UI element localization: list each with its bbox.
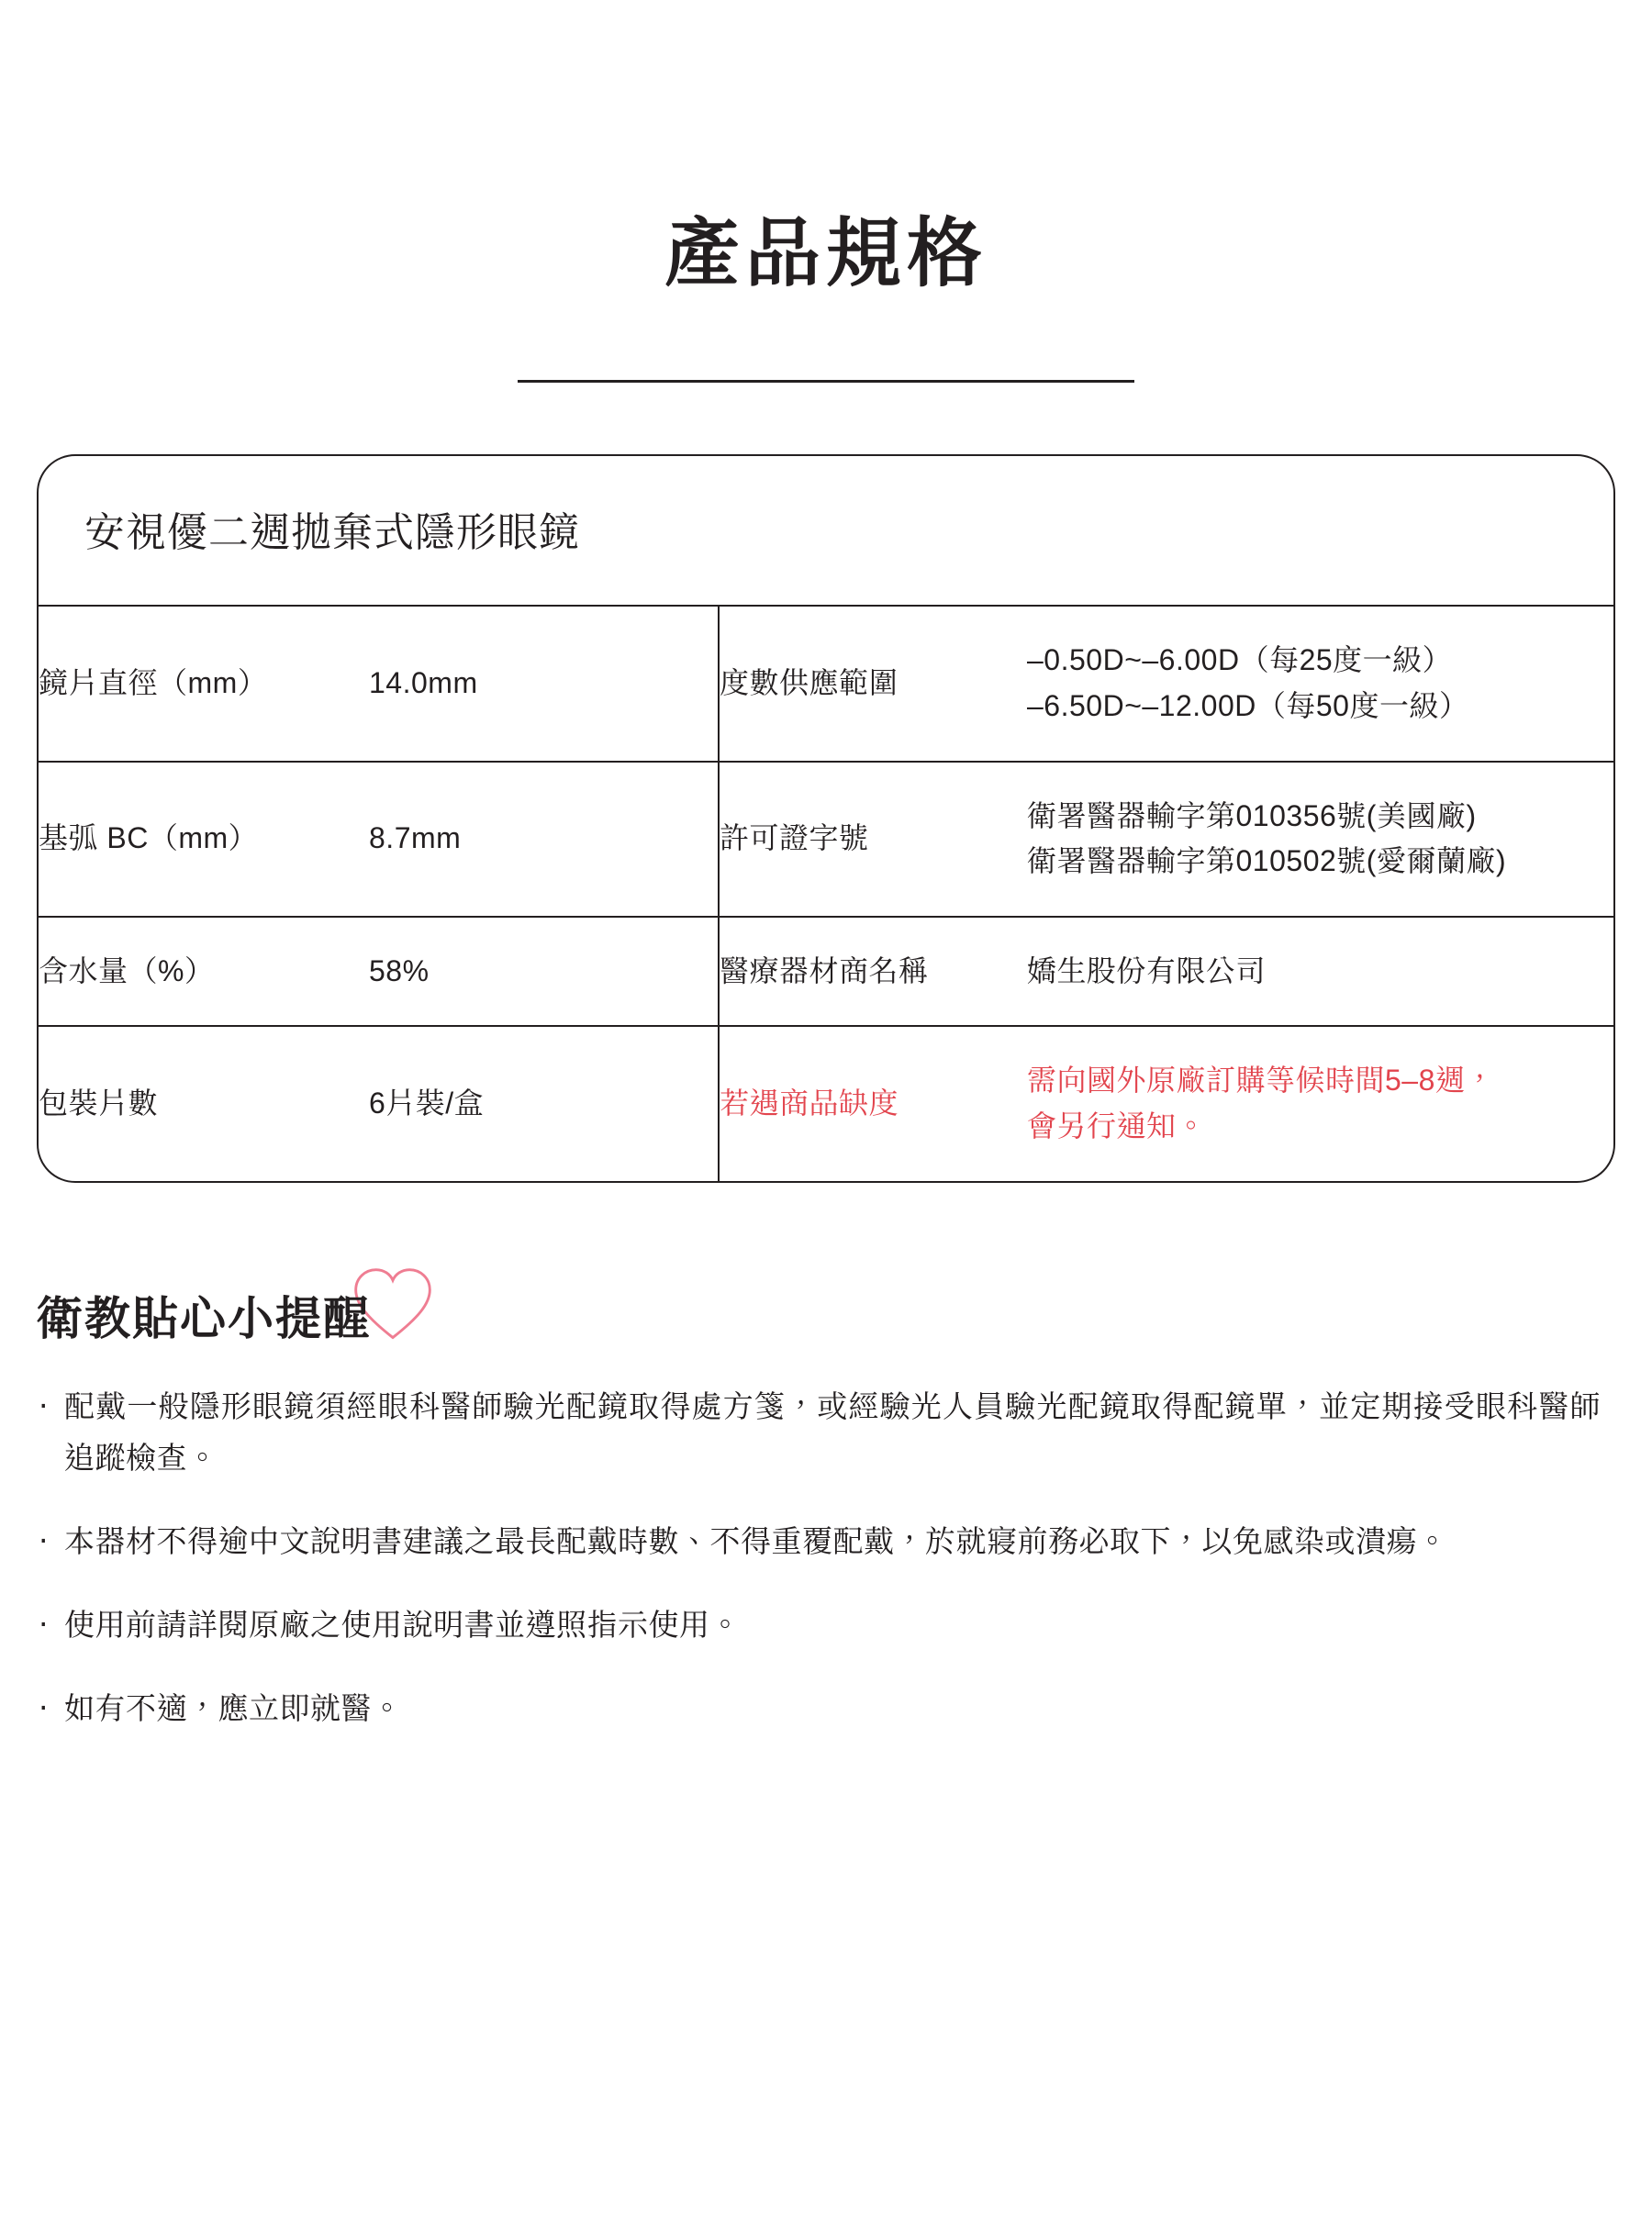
spec-value-secondary	[1027, 917, 1613, 1027]
spec-label-secondary: 若遇商品缺度	[719, 1026, 1027, 1180]
spec-value: 14.0mm	[369, 606, 719, 761]
table-row	[39, 762, 1613, 917]
spec-label-secondary: 許可證字號	[719, 762, 1027, 917]
spec-label-secondary: 度數供應範圍	[719, 606, 1027, 761]
title-divider	[518, 380, 1134, 383]
list-item: ‧ 本器材不得逾中文說明書建議之最長配戴時數、不得重覆配戴，於就寢前務必取下，以免感染或潰瘍。	[37, 1516, 1615, 1568]
spec-value-line: 衛署醫器輸字第010356號(美國廠)	[1027, 798, 1477, 832]
table-row	[39, 1026, 1613, 1180]
spec-value-secondary	[1027, 606, 1613, 761]
tips-list	[37, 1381, 1615, 1735]
spec-label: 包裝片數	[39, 1026, 369, 1180]
spec-table	[39, 605, 1613, 1180]
spec-value-secondary	[1027, 762, 1613, 917]
spec-value-line: –0.50D~–6.00D（每25度一級）	[1027, 643, 1453, 677]
table-row	[39, 606, 1613, 761]
spec-label: 鏡片直徑（mm）	[39, 606, 369, 761]
list-item: ‧ 使用前請詳閱原廠之使用說明書並遵照指示使用。	[37, 1599, 1615, 1652]
list-item: ‧ 如有不適，應立即就醫。	[37, 1683, 1615, 1735]
spec-label: 含水量（%）	[39, 917, 369, 1027]
page-title: 產品規格	[664, 212, 988, 295]
spec-value: 8.7mm	[369, 762, 719, 917]
spec-value-line: 衛署醫器輸字第010502號(愛爾蘭廠)	[1027, 844, 1507, 878]
list-item: ‧ 配戴一般隱形眼鏡須經眼科醫師驗光配鏡取得處方箋，或經驗光人員驗光配鏡取得配鏡單，並定期接受眼科醫師追蹤檢查。	[37, 1381, 1615, 1486]
page-header	[0, 0, 1652, 383]
tips-title: 衛教貼心小提醒	[37, 1292, 371, 1344]
spec-value: 58%	[369, 917, 719, 1027]
table-row	[39, 917, 1613, 1027]
product-name: 安視優二週拋棄式隱形眼鏡	[84, 510, 580, 556]
spec-label: 基弧 BC（mm）	[39, 762, 369, 917]
spec-value-line: 需向國外原廠訂購等候時間5–8週，	[1027, 1064, 1495, 1098]
spec-value-line: –6.50D~–12.00D（每50度一級）	[1027, 688, 1469, 722]
tips-header	[37, 1291, 444, 1346]
spec-value-line: 嬌生股份有限公司	[1027, 953, 1267, 987]
spec-card	[37, 454, 1615, 1182]
spec-label-secondary: 醫療器材商名稱	[719, 917, 1027, 1027]
spec-value-line: 會另行通知。	[1027, 1109, 1207, 1142]
health-tips-section	[37, 1291, 1615, 1735]
spec-value: 6片裝/盒	[369, 1026, 719, 1180]
spec-value-secondary	[1027, 1026, 1613, 1180]
